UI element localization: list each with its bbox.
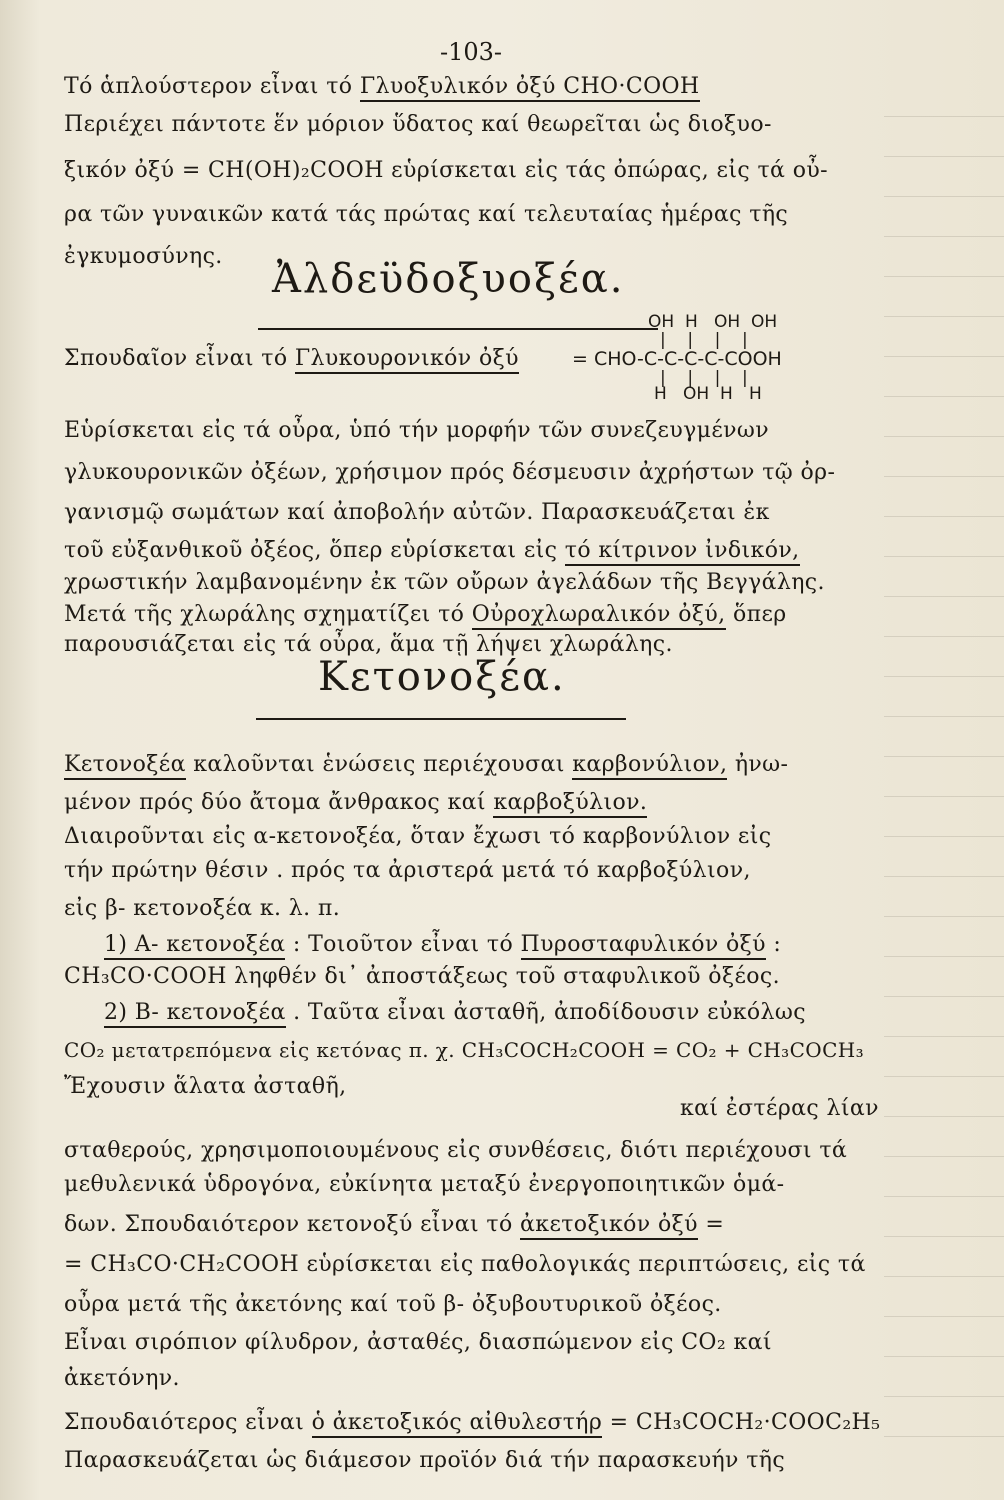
term-carboxyl: καρβοξύλιον. [493,790,647,818]
text-line: ρα τῶν γυναικῶν κατά τάς πρώτας καί τελευταίας ἡμέρας τῆς [64,202,789,227]
text-line: καί ἐστέρας λίαν [680,1096,879,1121]
text-line: ἀκετόνην. [64,1366,180,1391]
term-urochloralic-acid: Οὐροχλωραλικόν ὀξύ, [472,602,726,630]
text-line: παρουσιάζεται εἰς τά οὖρα, ἅμα τῇ λήψει χλωράλης. [64,632,673,657]
term-glucuronic-acid: Γλυκουρονικόν ὀξύ [295,346,519,374]
text-line: Εὑρίσκεται εἰς τά οὖρα, ὑπό τήν μορφήν τῶν συνεζευγμένων [64,418,770,443]
text-line: σταθερούς, χρησιμοποιουμένους εἰς συνθέσεις, διότι περιέχουσι τά [64,1138,848,1163]
text-line: Διαιροῦνται εἰς α-κετονοξέα, ὅταν ἔχωσι τό καρβονύλιον εἰς [64,824,772,849]
text-line: τοῦ εὐξανθικοῦ ὀξέος, ὅπερ εὑρίσκεται εἰς τό κίτρινον ἰνδικόν, [64,538,800,563]
term-indian-yellow: τό κίτρινον ἰνδικόν, [565,538,800,566]
text-line: δων. Σπουδαιότερον κετονοξύ εἶναι τό ἀκετοξικόν ὀξύ = [64,1212,724,1237]
text-line: οὖρα μετά τῆς ἀκετόνης καί τοῦ β- ὀξυβουτυρικοῦ ὀξέος. [64,1292,722,1317]
text-line: Μετά τῆς χλωράλης σχηματίζει τό Οὐροχλωραλικόν ὀξύ, ὅπερ [64,602,787,627]
formula-bottom: H OH H H [654,384,762,404]
heading-underline [258,328,658,330]
text-line: μένον πρός δύο ἄτομα ἄνθρακος καί καρβοξύλιον. [64,790,647,815]
text-line: τήν πρώτην θέσιν . πρός τα ἀριστερά μετά τό καρβοξύλιον, [64,858,751,883]
text-line: CH₃CO·COOH ληφθέν δι᾽ ἀποστάξεως τοῦ σταφυλικοῦ ὀξέος. [64,964,781,989]
term-ethyl-acetoacetate: ὁ ἀκετοξικός αἰθυλεστήρ [312,1410,603,1438]
text-line: ξικόν ὀξύ = CH(OH)₂COOH εὑρίσκεται εἰς τάς ὀπώρας, εἰς τά οὖ- [64,158,828,183]
text-line: Ἔχουσιν ἅλατα ἀσταθῆ, [64,1074,347,1099]
page-number: -103- [440,38,503,66]
term-carbonyl: καρβονύλιον, [572,752,727,780]
text-line: γλυκουρονικῶν ὀξέων, χρήσιμον πρός δέσμευσιν ἀχρήστων τῷ ὀρ- [64,460,836,485]
text-line: Σπουδαῖον εἶναι τό Γλυκουρονικόν ὀξύ [64,346,519,371]
term-beta-keto-acids: 2) Β- κετονοξέα [104,1000,286,1028]
heading-keto-acids: Κετονοξέα. [318,654,566,700]
formula-bars-bottom: | | | | [660,368,748,388]
text-line: Παρασκευάζεται ὡς διάμεσον προϊόν διά τήν παρασκευήν τῆς [64,1448,786,1473]
bleed-through-text [884,90,1004,1470]
text-line: χρωστικήν λαμβανομένην ἐκ τῶν οὔρων ἀγελάδων τῆς Βεγγάλης. [64,570,825,595]
text-line: γανισμῷ σωμάτων καί ἀποβολήν αὐτῶν. Παρασκευάζεται ἐκ [64,500,770,525]
heading-underline [256,718,626,720]
term-glyoxylic-acid: Γλυοξυλικόν ὀξύ CHO·COOH [360,74,700,102]
text-line: CO₂ μετατρεπόμενα εἰς κετόνας π. χ. CH₃COCH₂COOH = CO₂ + CH₃COCH₃ [64,1038,865,1062]
term-pyruvic-acid: Πυροσταφυλικόν ὀξύ [521,932,766,960]
formula-chain: = CHO-C-C-C-C-COOH [572,348,782,370]
text-line: μεθυλενικά ὑδρογόνα, εὐκίνητα μεταξύ ἐνεργοποιητικῶν ὁμά- [64,1172,785,1197]
heading-aldehyde-acids: Ἀλδεϋδοξυοξέα. [272,256,625,302]
formula-top: OH H OH OH [648,312,778,332]
text-line: 2) Β- κετονοξέα . Ταῦτα εἶναι ἀσταθῆ, ἀποδίδουσιν εὐκόλως [104,1000,806,1025]
text-line: = CH₃CO·CH₂COOH εὑρίσκεται εἰς παθολογικάς περιπτώσεις, εἰς τά [64,1252,866,1277]
text-line: εἰς β- κετονοξέα κ. λ. π. [64,896,341,921]
term-acetoacetic-acid: ἀκετοξικόν ὀξύ [520,1212,698,1240]
text-line: Σπουδαιότερος εἶναι ὁ ἀκετοξικός αἰθυλεστήρ = CH₃COCH₂·COOC₂H₅ [64,1410,880,1435]
term-keto-acids: Κετονοξέα [64,752,186,780]
text-line: Τό ἁπλούστερον εἶναι τό Γλυοξυλικόν ὀξύ CHO·COOH [64,74,700,99]
text-line: Κετονοξέα καλοῦνται ἑνώσεις περιέχουσαι καρβονύλιον, ἠνω- [64,752,788,777]
formula-bars-top: | | | | [660,330,748,350]
term-alpha-keto-acids: 1) Α- κετονοξέα [104,932,285,960]
text-line: Εἶναι σιρόπιον φίλυδρον, ἀσταθές, διασπώμενον εἰς CO₂ καί [64,1330,772,1355]
text-line: ἐγκυμοσύνης. [64,244,223,269]
text-line: Περιέχει πάντοτε ἕν μόριον ὕδατος καί θεωρεῖται ὡς διοξυο- [64,112,772,137]
text-line: 1) Α- κετονοξέα : Τοιοῦτον εἶναι τό Πυροσταφυλικόν ὀξύ : [104,932,781,957]
